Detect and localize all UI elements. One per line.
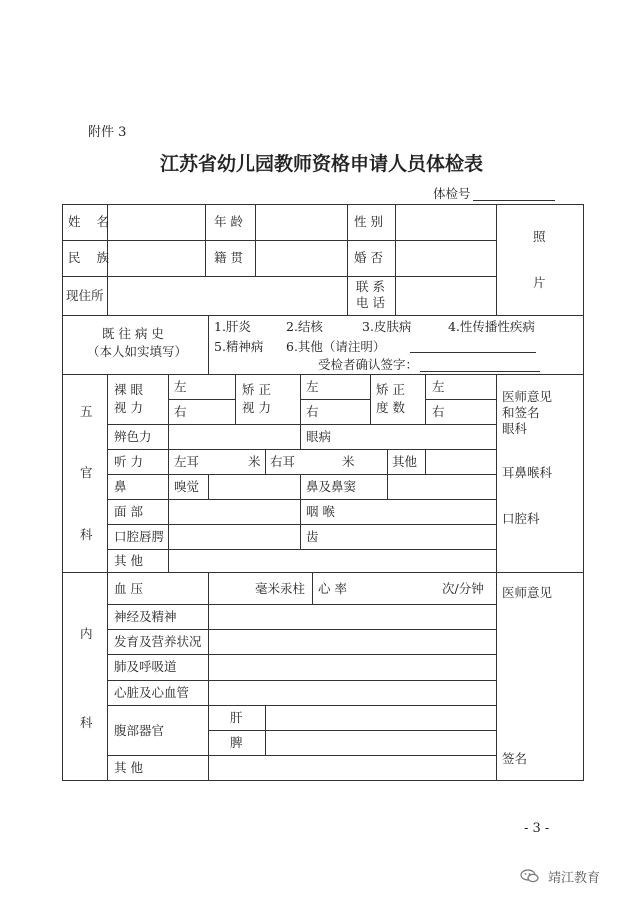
eye-disease-label: 眼病 [306,429,332,444]
contact-label-line1: 联 系 [356,279,385,294]
naked-right-label: 右 [174,404,187,419]
corrected-vision-label-line1: 矫 正 [242,382,271,397]
heart-rate-unit: 次/分钟 [442,581,484,596]
correction-degree-label-line1: 矫 正 [376,382,405,397]
address-field[interactable] [108,277,346,314]
naked-left-label: 左 [174,379,187,394]
liver-label: 肝 [230,710,243,725]
history-item-tuberculosis[interactable]: 2.结核 [286,319,323,334]
name-field[interactable] [108,205,204,239]
blood-pressure-label: 血 压 [114,581,143,596]
internal-section-char1: 内 [80,626,93,641]
contact-label-line2: 电 话 [356,295,385,310]
address-label: 现住所 [66,288,104,303]
teeth-label: 齿 [306,529,319,544]
photo-label-line1: 照 [533,229,546,244]
native-place-label: 籍 贯 [214,250,243,265]
native-place-field[interactable] [256,241,346,275]
marital-field[interactable] [396,241,495,275]
left-ear-unit: 米 [248,454,261,469]
hearing-other-label: 其他 [392,454,418,469]
sinus-label: 鼻及鼻窦 [306,479,357,494]
smell-label: 嗅觉 [174,479,200,494]
confirm-signature-label: 受检者确认签字： [318,357,419,372]
facial-section-char2: 官 [80,465,93,480]
history-item-hepatitis[interactable]: 1.肝炎 [214,319,251,334]
correction-degree-label-line2: 度 数 [376,400,405,415]
naked-vision-label-line2: 视 力 [114,400,143,415]
right-ear-unit: 米 [342,454,355,469]
internal-signature-label: 签名 [502,751,528,766]
phone-field[interactable] [396,277,495,314]
name-label: 姓 名 [68,214,115,229]
corrected-right-label: 右 [306,404,319,419]
development-label: 发育及营养状况 [114,634,202,649]
facial-section-char3: 科 [80,527,93,542]
history-item-std[interactable]: 4.性传播性疾病 [448,319,535,334]
internal-section-char2: 科 [80,715,93,730]
naked-vision-label-line1: 裸 眼 [114,382,143,397]
gender-label: 性 别 [354,214,383,229]
ophthalmology-label: 眼科 [502,421,528,436]
age-label: 年 龄 [214,214,243,229]
age-field[interactable] [256,205,346,239]
ethnicity-field[interactable] [108,241,204,275]
heart-label: 心脏及心血管 [114,685,190,700]
brand-name: 靖江教育 [548,871,601,886]
gender-field[interactable] [396,205,495,239]
exam-number-label: 体检号 [433,186,471,201]
history-item-other[interactable]: 6.其他（请注明） [286,339,386,354]
exam-number-field[interactable] [473,200,555,201]
corrected-vision-label-line2: 视 力 [242,400,271,415]
neuro-label: 神经及精神 [114,609,177,624]
abdomen-label: 腹部器官 [114,723,165,738]
right-ear-label: 右耳 [270,454,296,469]
confirm-signature-field[interactable] [420,371,540,372]
spleen-label: 脾 [230,735,243,750]
facial-others-label: 其 他 [114,553,143,568]
facial-opinion-line1: 医师意见 [502,389,553,404]
history-item-skin-disease[interactable]: 3.皮肤病 [362,319,412,334]
degree-right-label: 右 [432,404,445,419]
history-sublabel: （本人如实填写） [87,344,188,359]
history-label: 既 往 病 史 [102,326,164,341]
oral-label: 口腔唇腭 [114,529,165,544]
blood-pressure-unit: 毫米汞柱 [255,581,306,596]
photo-box[interactable] [497,205,582,314]
facial-opinion-line2: 和签名 [502,405,540,420]
history-other-field[interactable] [410,352,536,353]
wechat-icon [520,868,540,882]
lung-label: 肺及呼吸道 [114,659,177,674]
form-title: 江苏省幼儿园教师资格申请人员体检表 [160,153,484,175]
page-number: - 3 - [524,821,550,836]
hearing-label: 听 力 [114,454,143,469]
history-item-mental[interactable]: 5.精神病 [214,339,264,354]
degree-left-label: 左 [432,379,445,394]
color-vision-label: 辨色力 [114,429,152,444]
facial-section-char1: 五 [80,404,93,419]
nose-label: 鼻 [114,479,127,494]
attachment-label: 附件 3 [88,125,127,140]
ethnicity-label: 民 族 [68,250,115,265]
face-label: 面 部 [114,504,143,519]
stomatology-label: 口腔科 [502,511,540,526]
internal-opinion-label: 医师意见 [502,585,553,600]
internal-others-label: 其 他 [114,760,143,775]
left-ear-label: 左耳 [174,454,200,469]
heart-rate-label: 心 率 [318,581,347,596]
throat-label: 咽 喉 [306,504,335,519]
marital-label: 婚 否 [354,250,383,265]
photo-label-line2: 片 [533,275,546,290]
corrected-left-label: 左 [306,379,319,394]
ent-label: 耳鼻喉科 [502,465,553,480]
